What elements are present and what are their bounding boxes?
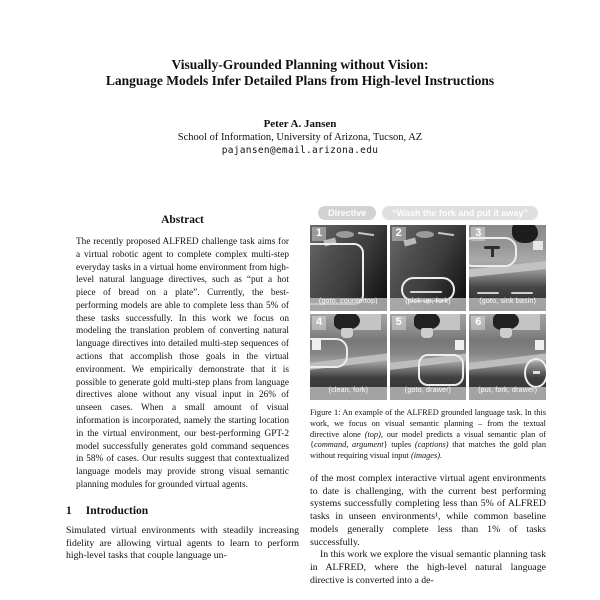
caption-segment: (top) [364, 429, 381, 439]
tile-number: 3 [471, 227, 485, 241]
tile-caption: (pick up, fork) [390, 298, 467, 311]
section-number: 1 [66, 504, 72, 517]
right-column [310, 206, 546, 588]
section-heading-introduction [66, 505, 299, 517]
tile-number: 2 [392, 227, 406, 241]
figure-1 [310, 225, 546, 400]
body-paragraph-2: In this work we explore the visual semantic planning task in ALFRED, where the high-level natural language directive is converted into a de- [310, 549, 546, 586]
towel-shape [535, 340, 544, 350]
caption-segment: , our model predicts a visual semantic plan of { [310, 429, 546, 450]
clean-fork-highlight [310, 338, 348, 368]
caption-segment: (captions) [414, 440, 449, 450]
figure-tile-5 [390, 314, 467, 400]
email-address: pajansen@email.arizona.edu [221, 145, 379, 156]
figure-tile-6 [469, 314, 546, 400]
drawer-highlight [418, 354, 464, 386]
figure-tile-3 [469, 225, 546, 311]
spoon-shape [438, 232, 454, 236]
abstract-heading: Abstract [161, 214, 204, 226]
caption-segment: that matches the gold plan without requiring visual input [310, 440, 547, 461]
section-title: Introduction [85, 504, 149, 517]
title-line-1: Visually-Grounded Planning without Vision: [171, 57, 429, 72]
put-fork-highlight [524, 358, 546, 388]
figure-tile-4 [310, 314, 387, 400]
left-column [66, 214, 299, 563]
towel-shape [455, 340, 464, 350]
figure-directive-row [310, 206, 546, 220]
fork-shape [477, 292, 499, 294]
abstract-text: The recently proposed ALFRED challenge task aims for a virtual robotic agent to complete complex multi-step everyday tasks in a virtual home environment from high-level natural language directives, such as “put a hot piece of bread on a plate”. Currently, the best-performing models are able to complete less than 5% of these tasks successfully. In this work we focus on modeling the translation problem of converting natural language directives into detailed multi-step sequences of actions that accomplish those goals in the virtual environment. We empirically demonstrate that it is possible to generate gold multi-step plans from language directives alone without any visual input in 26% of unseen cases. When a small amount of visual information is incorporated, namely the starting location in the virtual environment, our best-performing GPT-2 model successfully generates gold command sequences in 58% of cases. Our results suggest that contextualized language models may provide strong visual semantic planning modules for grounded virtual agents. [76, 237, 289, 490]
author-name: Peter A. Jansen [263, 118, 337, 130]
pot-shape [341, 328, 353, 338]
caption-segment: (images) [410, 451, 440, 461]
towel-shape [533, 241, 543, 250]
figure-tile-2 [390, 225, 467, 311]
dish-shape [336, 231, 354, 238]
paper-title [0, 57, 600, 89]
tile-caption: (goto, sink basin) [469, 298, 546, 311]
caption-segment: Figure 1: An example of the ALFRED grounded language task. In this work, we focus on visual semantic planning – from the textual directive alone [310, 408, 546, 439]
figure-tile-1 [310, 225, 387, 311]
tile-caption: (put, fork, drawer) [469, 387, 546, 400]
tile-caption: (clean, fork) [310, 387, 387, 400]
fork-shape [511, 292, 533, 294]
countertop-highlight [310, 243, 364, 305]
pot-shape [500, 328, 512, 338]
tile-number: 5 [392, 316, 406, 330]
tile-number: 4 [312, 316, 326, 330]
caption-segment: . [439, 451, 443, 461]
title-line-2: Language Models Infer Detailed Plans from High-level Instructions [105, 72, 495, 88]
body-paragraph-1: of the most complex interactive virtual agent environments to date is challenging, with the current best performing systems successfully completing less than 5% of ALFRED tasks in unseen environments¹, while common baseline models generally complete less than 1% of tasks successfully. [310, 472, 546, 548]
tile-number: 1 [312, 227, 326, 241]
dish-shape [416, 231, 434, 238]
directive-label-pill: Directive [318, 206, 376, 220]
sink-basin-highlight [469, 237, 517, 267]
directive-text-pill: “Wash the fork and put it away” [382, 206, 538, 220]
figure-caption [310, 408, 546, 462]
tile-number: 6 [471, 316, 485, 330]
pot-shape [421, 328, 433, 338]
tile-caption: (goto, drawer) [390, 387, 467, 400]
caption-segment: } tuples [383, 440, 415, 450]
tile-caption: (goto, countertop) [310, 298, 387, 311]
affiliation: School of Information, University of Arizona, Tucson, AZ [177, 132, 423, 143]
intro-paragraph: Simulated virtual environments with steadily increasing fidelity are allowing virtual agents to learn to perform high-level tasks that couple language un- [66, 524, 299, 562]
spoon-shape [358, 232, 374, 236]
author-block [0, 118, 600, 156]
caption-segment: command, argument [313, 440, 384, 450]
